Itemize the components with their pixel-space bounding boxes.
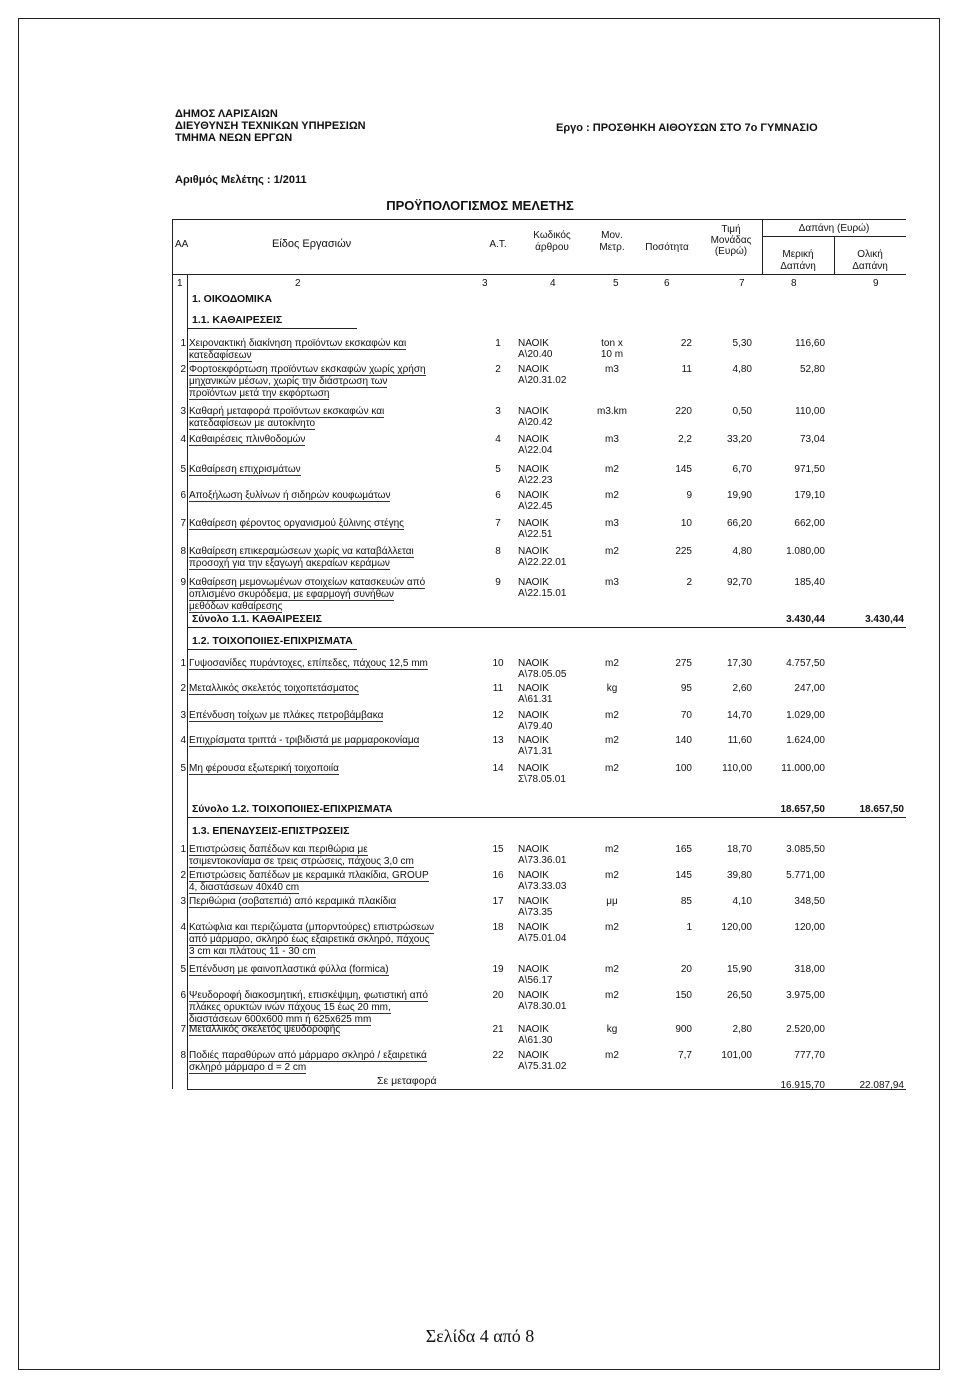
item-description <box>189 763 473 775</box>
item-at: 15 <box>492 844 504 855</box>
item-description <box>189 844 473 868</box>
item-unit: m2 <box>605 844 619 855</box>
item-number: 1 <box>180 338 186 349</box>
item-description <box>189 464 473 476</box>
item-unit: kg <box>606 683 618 694</box>
item-quantity: 150 <box>675 990 692 1001</box>
group-title: 1.1. ΚΑΘΑΙΡΕΣΕΙΣ <box>192 314 283 326</box>
description-line: Καθαιρέσεις πλινθοδομών <box>189 434 306 445</box>
item-code: Α\22.45 <box>518 501 553 512</box>
item-unit: m2 <box>605 870 619 881</box>
item-unit-price: 14,70 <box>726 710 752 721</box>
item-code: Α\73.33.03 <box>518 881 567 892</box>
item-at: 20 <box>492 990 504 1001</box>
col-number-9: 9 <box>873 278 879 289</box>
page-footer: Σελίδα 4 από 8 <box>425 1326 535 1346</box>
item-unit: m2 <box>605 546 619 557</box>
item-code: Α\22.22.01 <box>518 557 567 568</box>
item-number: 1 <box>180 844 186 855</box>
description-line: Κατώφλια και περιζώματα (μπορντούρες) επιστρώσεων <box>189 922 435 933</box>
description-line: Καθαίρεση επιχρισμάτων <box>189 464 301 475</box>
item-partial-cost: 1.624,00 <box>786 735 825 746</box>
item-partial-cost: 52,80 <box>799 364 825 375</box>
subtotal-label: Σύνολο 1.2. ΤΟΙΧΟΠΟΙΙΕΣ-ΕΠΙΧΡΙΣΜΑΤΑ <box>192 803 393 815</box>
item-number: 3 <box>180 710 186 721</box>
item-description <box>189 964 473 976</box>
item-partial-cost: 5.771,00 <box>786 870 825 881</box>
study-number: Αριθμός Μελέτης : 1/2011 <box>175 174 307 186</box>
description-line: κατεδαφίσεων <box>189 350 252 361</box>
description-line: Καθαίρεση μεμονωμένων στοιχείων κατασκευών από <box>189 577 426 588</box>
header-price-line3: (Ευρώ) <box>714 246 748 257</box>
item-number: 3 <box>180 406 186 417</box>
description-line: Ποδιές παραθύρων από μάρμαρο σκληρό / εξαιρετικά <box>189 1050 427 1061</box>
item-unit-price: 4,80 <box>732 364 752 375</box>
item-unit: m2 <box>605 658 619 669</box>
item-code: Α\61.31 <box>518 694 553 705</box>
item-partial-cost: 348,50 <box>794 896 825 907</box>
carry-total: 22.087,94 <box>859 1080 904 1091</box>
item-code: ΝΑΟΙΚ <box>518 844 549 855</box>
item-code: Α\79.40 <box>518 721 553 732</box>
item-partial-cost: 662,00 <box>794 518 825 529</box>
item-unit-price: 2,80 <box>732 1024 752 1035</box>
item-quantity: 2 <box>686 577 692 588</box>
subtotal-total: 3.430,44 <box>865 614 904 625</box>
item-partial-cost: 318,00 <box>794 964 825 975</box>
item-code: Α\61.30 <box>518 1035 553 1046</box>
item-quantity: 7,7 <box>678 1050 692 1061</box>
subtotal-total: 18.657,50 <box>859 804 904 815</box>
col-number-5: 5 <box>613 278 619 289</box>
item-unit: m3 <box>605 364 619 375</box>
description-line: Καθαίρεση επικεραμώσεων χωρίς να καταβάλλεται <box>189 546 414 557</box>
description-line: διαστάσεων 600x600 mm ή 625x625 mm <box>189 1014 372 1025</box>
description-line: κατεδαφίσεων με αυτοκίνητο <box>189 418 316 429</box>
header-cost: Δαπάνη (Ευρώ) <box>798 223 870 234</box>
item-at: 17 <box>492 896 504 907</box>
description-line: Μεταλλικός σκελετός ψευδοροφής <box>189 1024 341 1035</box>
header-price-line2: Μονάδας <box>710 235 752 246</box>
item-description <box>189 735 473 747</box>
item-at: 8 <box>495 546 501 557</box>
item-unit: m3 <box>605 518 619 529</box>
item-unit-price: 15,90 <box>726 964 752 975</box>
item-at: 3 <box>495 406 501 417</box>
header-total-line1: Ολική <box>857 249 883 260</box>
budget-table <box>172 214 906 1114</box>
item-unit-price: 33,20 <box>726 434 752 445</box>
item-description <box>189 546 473 570</box>
item-number: 4 <box>180 735 186 746</box>
item-number: 5 <box>180 464 186 475</box>
item-number: 5 <box>180 964 186 975</box>
item-number: 9 <box>180 577 186 588</box>
subtotal-partial: 18.657,50 <box>780 804 825 815</box>
header-price-line1: Τιμή <box>721 224 741 235</box>
header-aa: ΑΑ <box>175 239 189 250</box>
description-line: Χειρονακτική διακίνηση προϊόντων εκσκαφών και <box>189 338 407 349</box>
subtotal-partial: 3.430,44 <box>786 614 825 625</box>
item-unit: μμ <box>606 896 618 907</box>
item-at: 12 <box>492 710 504 721</box>
item-quantity: 20 <box>680 964 692 975</box>
item-number: 1 <box>180 658 186 669</box>
table-left-border <box>172 219 173 1089</box>
item-unit: m3 <box>605 434 619 445</box>
item-at: 16 <box>492 870 504 881</box>
item-description <box>189 406 473 430</box>
item-code: Α\78.05.05 <box>518 669 567 680</box>
item-number: 6 <box>180 990 186 1001</box>
item-description <box>189 990 473 1026</box>
item-description <box>189 338 473 362</box>
item-partial-cost: 1.029,00 <box>786 710 825 721</box>
header-quantity: Ποσότητα <box>645 242 689 253</box>
item-code: ΝΑΟΙΚ <box>518 546 549 557</box>
item-unit-price: 19,90 <box>726 490 752 501</box>
item-description <box>189 518 473 530</box>
section-title: 1. ΟΙΚΟΔΟΜΙΚΑ <box>192 293 273 305</box>
item-description <box>189 1024 473 1036</box>
description-line: 4, διαστάσεων 40x40 cm <box>189 882 300 893</box>
item-partial-cost: 3.085,50 <box>786 844 825 855</box>
description-line: Επένδυση με φαινοπλαστικά φύλλα (formica) <box>189 964 389 975</box>
item-quantity: 145 <box>675 464 692 475</box>
item-number: 3 <box>180 896 186 907</box>
group-title: 1.2. ΤΟΙΧΟΠΟΙΙΕΣ-ΕΠΙΧΡΙΣΜΑΤΑ <box>192 635 353 647</box>
carry-partial: 16.915,70 <box>780 1080 825 1091</box>
description-line: μηχανικών μέσων, χωρίς την διάστρωση των <box>189 376 388 387</box>
item-code: Α\75.01.04 <box>518 933 567 944</box>
item-unit: m2 <box>605 490 619 501</box>
item-at: 10 <box>492 658 504 669</box>
item-at: 18 <box>492 922 504 933</box>
item-unit: 10 m <box>600 349 624 360</box>
description-line: 3 cm και πλάτους 11 - 30 cm <box>189 946 316 957</box>
header-unit-line2: Μετρ. <box>599 242 625 253</box>
description-line: Φορτοεκφόρτωση προϊόντων εκσκαφών χωρίς χρήση <box>189 364 426 375</box>
item-code: ΝΑΟΙΚ <box>518 710 549 721</box>
item-code: ΝΑΟΙΚ <box>518 577 549 588</box>
item-code: Α\20.40 <box>518 349 553 360</box>
municipality-name: ΔΗΜΟΣ ΛΑΡΙΣΑΙΩΝ <box>175 108 278 120</box>
item-quantity: 220 <box>675 406 692 417</box>
item-unit-price: 66,20 <box>726 518 752 529</box>
item-quantity: 140 <box>675 735 692 746</box>
description-line: Γυψοσανίδες πυράντοχες, επίπεδες, πάχους 12,5 mm <box>189 658 428 669</box>
col-number-2: 2 <box>295 278 301 289</box>
item-unit-price: 0,50 <box>732 406 752 417</box>
item-quantity: 70 <box>680 710 692 721</box>
item-quantity: 22 <box>680 338 692 349</box>
item-number: 8 <box>180 546 186 557</box>
item-at: 5 <box>495 464 501 475</box>
description-line: Επένδυση τοίχων με πλάκες πετροβάμβακα <box>189 710 384 721</box>
description-line: Μεταλλικός σκελετός τοιχοπετάσματος <box>189 683 359 694</box>
header-code-line2: άρθρου <box>535 242 569 253</box>
description-line: προσοχή για την εξαγωγή ακεραίων κεράμων <box>189 558 390 569</box>
item-number: 2 <box>180 364 186 375</box>
item-unit-price: 17,30 <box>726 658 752 669</box>
document-title: ΠΡΟΫΠΟΛΟΓΙΣΜΟΣ ΜΕΛΕΤΗΣ <box>386 198 574 213</box>
item-code: ΝΑΟΙΚ <box>518 763 549 774</box>
item-code: ΝΑΟΙΚ <box>518 683 549 694</box>
item-unit-price: 2,60 <box>732 683 752 694</box>
item-partial-cost: 120,00 <box>794 922 825 933</box>
item-number: 7 <box>180 518 186 529</box>
item-unit-price: 18,70 <box>726 844 752 855</box>
item-at: 11 <box>492 683 504 694</box>
header-code-line1: Κωδικός <box>533 230 571 241</box>
item-code: ΝΑΟΙΚ <box>518 490 549 501</box>
item-unit-price: 11,60 <box>727 735 752 746</box>
item-code: ΝΑΟΙΚ <box>518 338 549 349</box>
item-quantity: 275 <box>675 658 692 669</box>
item-description <box>189 896 473 908</box>
item-quantity: 900 <box>675 1024 692 1035</box>
item-code: Α\73.35 <box>518 907 553 918</box>
item-quantity: 10 <box>680 518 692 529</box>
item-at: 4 <box>495 434 501 445</box>
item-code: ΝΑΟΙΚ <box>518 406 549 417</box>
header-total-line2: Δαπάνη <box>852 261 888 272</box>
description-line: Καθαρή μεταφορά προϊόντων εκσκαφών και <box>189 406 385 417</box>
description-line: Αποξήλωση ξυλίνων ή σιδηρών κουφωμάτων <box>189 490 391 501</box>
col-number-7: 7 <box>739 278 745 289</box>
item-code: Α\20.31.02 <box>518 375 567 386</box>
item-unit-price: 110,00 <box>722 763 752 774</box>
item-unit: m2 <box>605 922 619 933</box>
col-number-6: 6 <box>664 278 670 289</box>
col-number-1: 1 <box>177 278 183 289</box>
item-number: 5 <box>180 763 186 774</box>
item-description <box>189 710 473 722</box>
item-description <box>189 1050 473 1074</box>
item-number: 7 <box>180 1024 186 1035</box>
item-number: 4 <box>180 434 186 445</box>
item-at: 19 <box>492 964 504 975</box>
item-unit: m2 <box>605 990 619 1001</box>
item-partial-cost: 2.520,00 <box>786 1024 825 1035</box>
item-at: 14 <box>492 763 504 774</box>
group-title-underline <box>187 328 357 329</box>
header-work-type: Είδος Εργασιών <box>272 238 352 250</box>
item-partial-cost: 11.000,00 <box>781 763 825 774</box>
item-unit: m2 <box>605 710 619 721</box>
description-line: τσιμεντοκονίαμα σε τρεις στρώσεις, πάχους 3,0 cm <box>189 856 414 867</box>
item-code: ΝΑΟΙΚ <box>518 464 549 475</box>
item-at: 9 <box>495 577 501 588</box>
item-number: 4 <box>180 922 186 933</box>
header-partial-line1: Μερική <box>782 249 814 260</box>
item-code: Α\56.17 <box>518 975 553 986</box>
item-at: 13 <box>492 735 504 746</box>
item-at: 1 <box>495 338 501 349</box>
item-partial-cost: 3.975,00 <box>786 990 825 1001</box>
item-quantity: 9 <box>686 490 692 501</box>
item-code: Α\22.51 <box>518 529 553 540</box>
description-line: μεθόδων καθαίρεσης <box>189 601 283 612</box>
item-unit: m2 <box>605 1050 619 1061</box>
item-description <box>189 658 473 670</box>
description-line: προϊόντων μετά την εκφόρτωση <box>189 388 330 399</box>
item-partial-cost: 179,10 <box>794 490 825 501</box>
item-code: ΝΑΟΙΚ <box>518 364 549 375</box>
item-partial-cost: 777,70 <box>794 1050 825 1061</box>
item-quantity: 100 <box>675 763 692 774</box>
item-partial-cost: 185,40 <box>794 577 825 588</box>
group-title-underline <box>187 649 357 650</box>
item-code: Α\22.15.01 <box>518 588 567 599</box>
header-bottom-border <box>172 274 906 275</box>
number-column-border <box>187 274 188 1089</box>
item-description <box>189 490 473 502</box>
header-unit-line1: Μον. <box>601 230 623 241</box>
carry-label: Σε μεταφορά <box>377 1075 437 1087</box>
description-line: Ψευδοροφή διακοσμητική, επισκέψιμη, φωτιστική από <box>189 990 428 1001</box>
item-number: 2 <box>180 870 186 881</box>
item-partial-cost: 971,50 <box>794 464 825 475</box>
project-title: Εργο : ΠΡΟΣΘΗΚΗ ΑΙΘΟΥΣΩΝ ΣΤΟ 7ο ΓΥΜΝΑΣΙΟ <box>556 122 818 134</box>
item-quantity: 1 <box>686 922 692 933</box>
description-line: Επιστρώσεις δαπέδων και περιθώρια με <box>189 844 368 855</box>
description-line: οπλισμένο σκυρόδεμα, με εφαρμογή συνήθων <box>189 589 394 600</box>
subtotal-border <box>187 817 906 818</box>
item-unit: m3 <box>605 577 619 588</box>
item-code: ΝΑΟΙΚ <box>518 922 549 933</box>
item-description <box>189 683 473 695</box>
directorate-name: ΔΙΕΥΘΥΝΣΗ ΤΕΧΝΙΚΩΝ ΥΠΗΡΕΣΙΩΝ <box>175 120 366 132</box>
item-at: 7 <box>495 518 501 529</box>
item-code: ΝΑΟΙΚ <box>518 735 549 746</box>
item-code: ΝΑΟΙΚ <box>518 896 549 907</box>
item-code: ΝΑΟΙΚ <box>518 658 549 669</box>
item-code: Σ\78.05.01 <box>518 774 566 785</box>
department-name: ΤΜΗΜΑ ΝΕΩΝ ΕΡΓΩΝ <box>175 132 293 144</box>
item-unit-price: 101,00 <box>721 1050 752 1061</box>
item-code: ΝΑΟΙΚ <box>518 1024 549 1035</box>
item-unit-price: 4,10 <box>732 896 752 907</box>
item-unit-price: 5,30 <box>732 338 752 349</box>
item-quantity: 2,2 <box>678 434 692 445</box>
item-unit: m2 <box>605 464 619 475</box>
item-quantity: 11 <box>681 364 692 375</box>
item-unit-price: 92,70 <box>726 577 752 588</box>
item-partial-cost: 1.080,00 <box>786 546 825 557</box>
item-quantity: 95 <box>680 683 692 694</box>
item-unit: m2 <box>605 735 619 746</box>
header-at: Α.Τ. <box>489 239 507 250</box>
item-description <box>189 364 473 400</box>
item-code: Α\22.23 <box>518 475 553 486</box>
group-title: 1.3. ΕΠΕΝΔΥΣΕΙΣ-ΕΠΙΣΤΡΩΣΕΙΣ <box>192 825 350 837</box>
item-code: Α\22.04 <box>518 445 553 456</box>
item-code: ΝΑΟΙΚ <box>518 434 549 445</box>
item-unit-price: 4,80 <box>732 546 752 557</box>
description-line: σκληρό μάρμαρο d = 2 cm <box>189 1062 307 1073</box>
description-line: από μάρμαρο, σκληρό έως εξαιρετικά σκληρό, πάχους <box>189 934 430 945</box>
item-partial-cost: 116,60 <box>795 338 825 349</box>
description-line: Επιστρώσεις δαπέδων με κεραμικά πλακίδια, GROUP <box>189 870 429 881</box>
item-unit-price: 39,80 <box>726 870 752 881</box>
item-code: ΝΑΟΙΚ <box>518 990 549 1001</box>
item-code: ΝΑΟΙΚ <box>518 1050 549 1061</box>
col-number-4: 4 <box>550 278 556 289</box>
item-partial-cost: 110,00 <box>795 406 825 417</box>
item-code: ΝΑΟΙΚ <box>518 518 549 529</box>
item-quantity: 85 <box>680 896 692 907</box>
item-unit: kg <box>606 1024 618 1035</box>
subtotal-border <box>187 627 906 628</box>
item-description <box>189 870 473 894</box>
description-line: πλάκες ορυκτών ινών πάχους 15 έως 20 mm, <box>189 1002 391 1013</box>
item-number: 8 <box>180 1050 186 1061</box>
table-top-border <box>172 219 906 220</box>
item-partial-cost: 4.757,50 <box>786 658 825 669</box>
item-description <box>189 434 473 446</box>
description-line: Περιθώρια (σοβατεπιά) από κεραμικά πλακίδια <box>189 896 397 907</box>
subtotal-label: Σύνολο 1.1. ΚΑΘΑΙΡΕΣΕΙΣ <box>192 613 322 625</box>
header-partial-line2: Δαπάνη <box>780 261 816 272</box>
item-code: Α\71.31 <box>518 746 553 757</box>
item-description <box>189 577 473 613</box>
item-code: ΝΑΟΙΚ <box>518 964 549 975</box>
item-quantity: 225 <box>675 546 692 557</box>
item-code: Α\20.42 <box>518 417 553 428</box>
item-unit-price: 120,00 <box>721 922 752 933</box>
item-code: ΝΑΟΙΚ <box>518 870 549 881</box>
item-quantity: 145 <box>675 870 692 881</box>
item-quantity: 165 <box>675 844 692 855</box>
item-at: 2 <box>495 364 501 375</box>
item-partial-cost: 247,00 <box>794 683 825 694</box>
item-number: 6 <box>180 490 186 501</box>
item-at: 22 <box>492 1050 504 1061</box>
item-partial-cost: 73,04 <box>799 434 825 445</box>
item-description <box>189 922 473 958</box>
col-number-8: 8 <box>791 278 797 289</box>
item-code: Α\75.31.02 <box>518 1061 567 1072</box>
col-number-3: 3 <box>482 278 488 289</box>
item-unit: m2 <box>605 964 619 975</box>
item-unit: ton x <box>601 338 623 349</box>
item-code: Α\78.30.01 <box>518 1001 567 1012</box>
item-unit-price: 6,70 <box>732 464 752 475</box>
description-line: Μη φέρουσα εξωτερική τοιχοποιία <box>189 763 339 774</box>
item-unit: m2 <box>605 763 619 774</box>
item-number: 2 <box>180 683 186 694</box>
item-unit: m3.km <box>597 406 627 417</box>
item-code: Α\73.36.01 <box>518 855 567 866</box>
description-line: Επιχρίσματα τριπτά - τριβιδιστά με μαρμαροκονίαμα <box>189 735 420 746</box>
item-at: 6 <box>495 490 501 501</box>
description-line: Καθαίρεση φέροντος οργανισμού ξύλινης στέγης <box>189 518 404 529</box>
item-at: 21 <box>492 1024 504 1035</box>
item-unit-price: 26,50 <box>726 990 752 1001</box>
